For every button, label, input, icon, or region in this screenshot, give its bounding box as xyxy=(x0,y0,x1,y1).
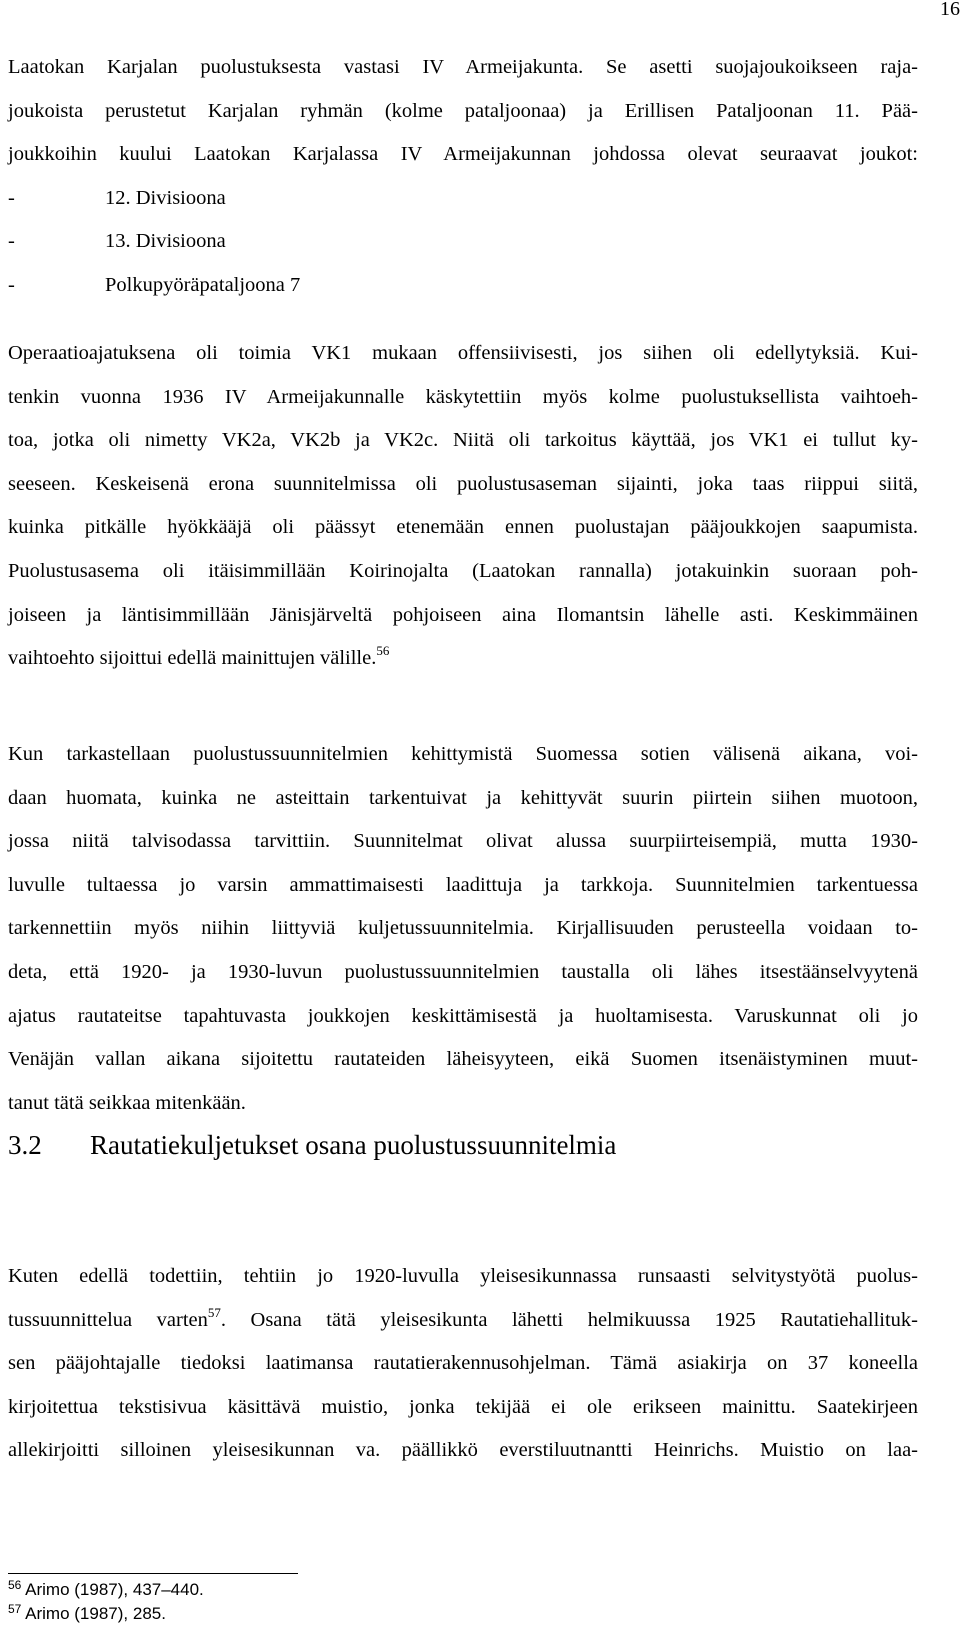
text-line: joukkoihin kuului Laatokan Karjalassa IV Armeijakunnan johdossa olevat seuraavat joukot: xyxy=(8,143,918,166)
text-span: . Osana tätä yleisesikunta lähetti helmikuussa 1925 Rautatiehallituk- xyxy=(220,1308,918,1331)
text-line: seeseen. Keskeisenä erona suunnitelmissa oli puolustusaseman sijainti, joka taas riippui siitä, xyxy=(8,472,918,495)
text-line: luvulle tultaessa jo varsin ammattimaisesti laadittuja ja tarkkoja. Suunnitelmien tarkentuessa xyxy=(8,873,918,896)
list-item-text: 13. Divisioona xyxy=(105,230,226,253)
text-line: joiseen ja läntisimmillään Jänisjärveltä pohjoiseen aina Ilomantsin lähelle asti. Keskimmäinen xyxy=(8,603,918,626)
footnote-ref[interactable]: 56 xyxy=(376,643,390,659)
text-line: Kun tarkastellaan puolustussuunnitelmien kehittymistä Suomessa sotien välisenä aikana, voi- xyxy=(8,743,918,765)
paragraph-1 xyxy=(8,46,918,308)
list-item xyxy=(8,264,918,308)
footnote-number: 56 xyxy=(8,1578,22,1592)
text-line: kirjoitettua tekstisivua käsittävä muistio, jonka tekijää ei ole erikseen mainittu. Saatekirjeen xyxy=(8,1395,918,1418)
text-line xyxy=(8,637,918,681)
text-line: daan huomata, kuinka ne asteittain tarkentuivat ja kehittyvät suurin piirtein siihen muotoon, xyxy=(8,786,918,809)
text-line: tarkennettiin myös niihin liittyviä kuljetussuunnitelmia. Kirjallisuuden perusteella voidaan to- xyxy=(8,917,918,940)
footnote xyxy=(8,1602,204,1626)
footnote-ref[interactable]: 57 xyxy=(207,1304,221,1320)
footnote-divider xyxy=(8,1573,298,1574)
text-line xyxy=(8,1299,918,1343)
text-line: Kuten edellä todettiin, tehtiin jo 1920-luvulla yleisesikunnassa runsaasti selvitystyötä puolus- xyxy=(8,1265,918,1287)
list-item-text: 12. Divisioona xyxy=(105,186,226,209)
text-line: ajatus rautateitse tapahtuvasta joukkojen keskittämisestä ja huoltamisesta. Varuskunnat oli jo xyxy=(8,1004,918,1027)
text-line: Venäjän vallan aikana sijoitettu rautateiden läheisyyteen, eikä Suomen itsenäistyminen muut- xyxy=(8,1048,918,1071)
text-line: deta, että 1920- ja 1930-luvun puolustussuunnitelmien taustalla oli lähes itsestäänselvyytenä xyxy=(8,960,918,983)
text-line: tanut tätä seikkaa mitenkään. xyxy=(8,1091,246,1114)
list-dash: - xyxy=(8,273,15,296)
footnote-text: Arimo (1987), 437–440. xyxy=(25,1580,204,1599)
text-line: Laatokan Karjalan puolustuksesta vastasi IV Armeijakunta. Se asetti suojajoukoikseen raja- xyxy=(8,56,918,78)
list-item-text: Polkupyöräpataljoona 7 xyxy=(105,273,301,296)
section-heading xyxy=(8,1130,616,1161)
text-line: tenkin vuonna 1936 IV Armeijakunnalle käskytettiin myös kolme puolustuksellista vaihtoeh- xyxy=(8,385,918,408)
paragraph-3 xyxy=(8,733,918,1125)
text-span: tussuunnittelua varten xyxy=(8,1308,208,1331)
paragraph-4 xyxy=(8,1255,918,1473)
section-title: Rautatiekuljetukset osana puolustussuunnitelmia xyxy=(90,1130,617,1160)
footnotes xyxy=(8,1578,204,1626)
text-line: jossa niitä talvisodassa tarvittiin. Suunnitelmat olivat alussa suurpiirteisempiä, mutta 1930- xyxy=(8,830,918,853)
list-dash: - xyxy=(8,230,15,253)
text-line: allekirjoitti silloinen yleisesikunnan va. päällikkö everstiluutnantti Heinrichs. Muistio on laa- xyxy=(8,1439,918,1462)
text-line: kuinka pitkälle hyökkääjä oli päässyt etenemään ennen puolustajan pääjoukkojen saapumista. xyxy=(8,516,918,539)
text-line: Operaatioajatuksena oli toimia VK1 mukaan offensiivisesti, jos siihen oli edellytyksiä. Kui- xyxy=(8,342,918,364)
footnote-number: 57 xyxy=(8,1602,22,1616)
text-line: toa, jotka oli nimetty VK2a, VK2b ja VK2c. Niitä oli tarkoitus käyttää, jos VK1 ei tullut ky- xyxy=(8,429,918,452)
text-line: joukoista perustetut Karjalan ryhmän (kolme pataljoonaa) ja Erillisen Pataljoonan 11. Pää- xyxy=(8,99,918,122)
page-number: 16 xyxy=(940,0,960,20)
text-span: vaihtoehto sijoittui edellä mainittujen välille. xyxy=(8,647,377,670)
footnote-text: Arimo (1987), 285. xyxy=(25,1604,166,1623)
list-item xyxy=(8,177,918,221)
section-number: 3.2 xyxy=(8,1130,42,1160)
list-dash: - xyxy=(8,186,15,209)
paragraph-2 xyxy=(8,332,918,681)
text-line: Puolustusasema oli itäisimmillään Koirinojalta (Laatokan rannalla) jotakuinkin suoraan poh- xyxy=(8,559,918,582)
text-line: sen pääjohtajalle tiedoksi laatimansa rautatierakennusohjelman. Tämä asiakirja on 37 koneella xyxy=(8,1352,918,1375)
footnote xyxy=(8,1578,204,1602)
list-item xyxy=(8,220,918,264)
